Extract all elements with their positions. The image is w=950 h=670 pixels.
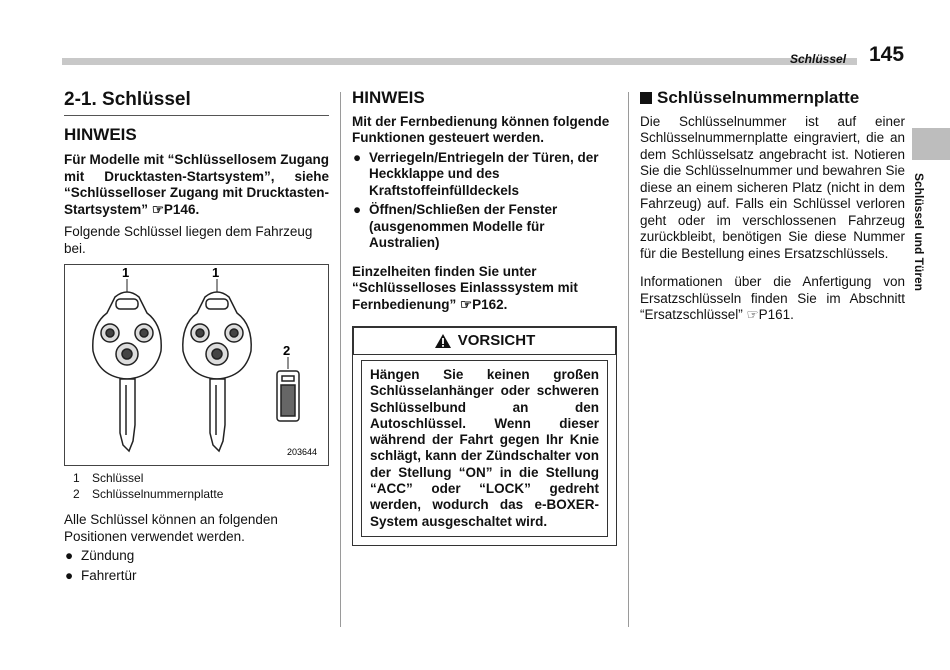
page-number: 145 (869, 43, 905, 66)
positions-text: Alle Schlüssel können an folgenden Positionen verwendet werden. (64, 512, 278, 544)
header-bar (62, 58, 857, 65)
replacement-paragraph: Informationen über die Anfertigung von Ersatzschlüsseln finden Sie im Abschnitt “Ersatzschlüssel” ☞P161. (640, 274, 905, 322)
bullet-icon: ● (65, 548, 74, 563)
list-item: ● Öffnen/Schließen der Fenster (ausgenommen Modelle für Australien) (353, 202, 558, 250)
hinweis-heading: HINWEIS (352, 88, 425, 107)
side-tab-label: Schlüssel und Türen (912, 172, 926, 291)
column-2 (352, 88, 617, 546)
caution-box (352, 326, 617, 546)
caution-title: VORSICHT (457, 331, 536, 349)
intro-text: Folgende Schlüssel liegen dem Fahrzeug bei. (64, 224, 313, 256)
key-number-plate-icon (277, 371, 299, 421)
figure-captions (64, 470, 329, 502)
section-title: 2-1. Schlüssel (64, 92, 329, 116)
bullet-icon: ● (353, 149, 362, 165)
column-3 (640, 88, 905, 324)
caution-text: Hängen Sie keinen großen Schlüsselanhänger oder schweren Schlüsselbund an den Autoschlüssel. Wenn dieser während der Fahrt gegen Ihr Knie schlägt, kann der Zündschalter von der Stellung “ON” in die Stellung “ACC” oder “LOCK” gedreht werden, wodurch das e-BOXER-System ausgeschaltet wird. (361, 360, 608, 537)
hinweis-note: Für Modelle mit “Schlüssellosem Zugang mit Drucktasten-Startsystem”, siehe “Schlüsselloser Zugang mit Drucktasten-Startsystem” ☞P146. (64, 152, 329, 217)
list-item: ● Zündung (65, 548, 135, 563)
column-divider (340, 92, 341, 627)
keys-drawing (65, 265, 328, 463)
key-icon (93, 292, 161, 451)
hinweis-heading: HINWEIS (64, 124, 137, 144)
reference-icon: ☞ (151, 201, 164, 217)
key-illustration (64, 264, 329, 466)
caution-header (353, 327, 616, 355)
caption-item: 2 Schlüsselnummernplatte (73, 487, 224, 501)
key-icon (183, 292, 251, 451)
figure-label-2: 2 (283, 343, 291, 358)
caption-item: 1 Schlüssel (73, 471, 144, 485)
list-item: ● Fahrertür (65, 567, 137, 583)
key-number-paragraph: Die Schlüsselnummer ist auf einer Schlüsselnummernplatte eingraviert, die an dem Schlüsselsatz angebracht ist. Notieren Sie die Schlüsselnummer und bewahren Sie diese an einem sicheren Platz (nicht in dem Fahrzeug) auf. Falls ein Schlüssel verloren geht oder im verschlossenen Fahrzeug zurückbleibt, benötigen Sie diese Nummer für die Bestellung eines Ersatzschlüssels. (640, 113, 905, 261)
list-item: ● Verriegeln/Entriegeln der Türen, der Heckklappe und des Kraftstoffeinfülldeckels (353, 149, 599, 198)
figure-label-1: 1 (122, 265, 130, 280)
header-section-title: Schlüssel (790, 52, 847, 66)
bullet-icon: ● (353, 202, 362, 217)
reference-icon: ☞ (460, 296, 473, 312)
figure-label-1: 1 (212, 265, 220, 280)
reference-icon: ☞ (746, 307, 759, 322)
figure-id: 203644 (287, 447, 318, 457)
remote-intro: Mit der Fernbedienung können folgende Funktionen gesteuert werden. (352, 113, 610, 145)
details-text: Einzelheiten finden Sie unter “Schlüsselloses Einlasssystem mit Fernbedienung” ☞P162. (352, 263, 578, 312)
square-bullet-icon (640, 92, 652, 104)
section-heading: Schlüsselnummernplatte (640, 90, 905, 107)
bullet-icon: ● (65, 567, 74, 583)
warning-icon (434, 333, 452, 349)
column-1 (64, 88, 329, 584)
column-divider (628, 92, 629, 627)
side-tab-marker (912, 128, 950, 160)
